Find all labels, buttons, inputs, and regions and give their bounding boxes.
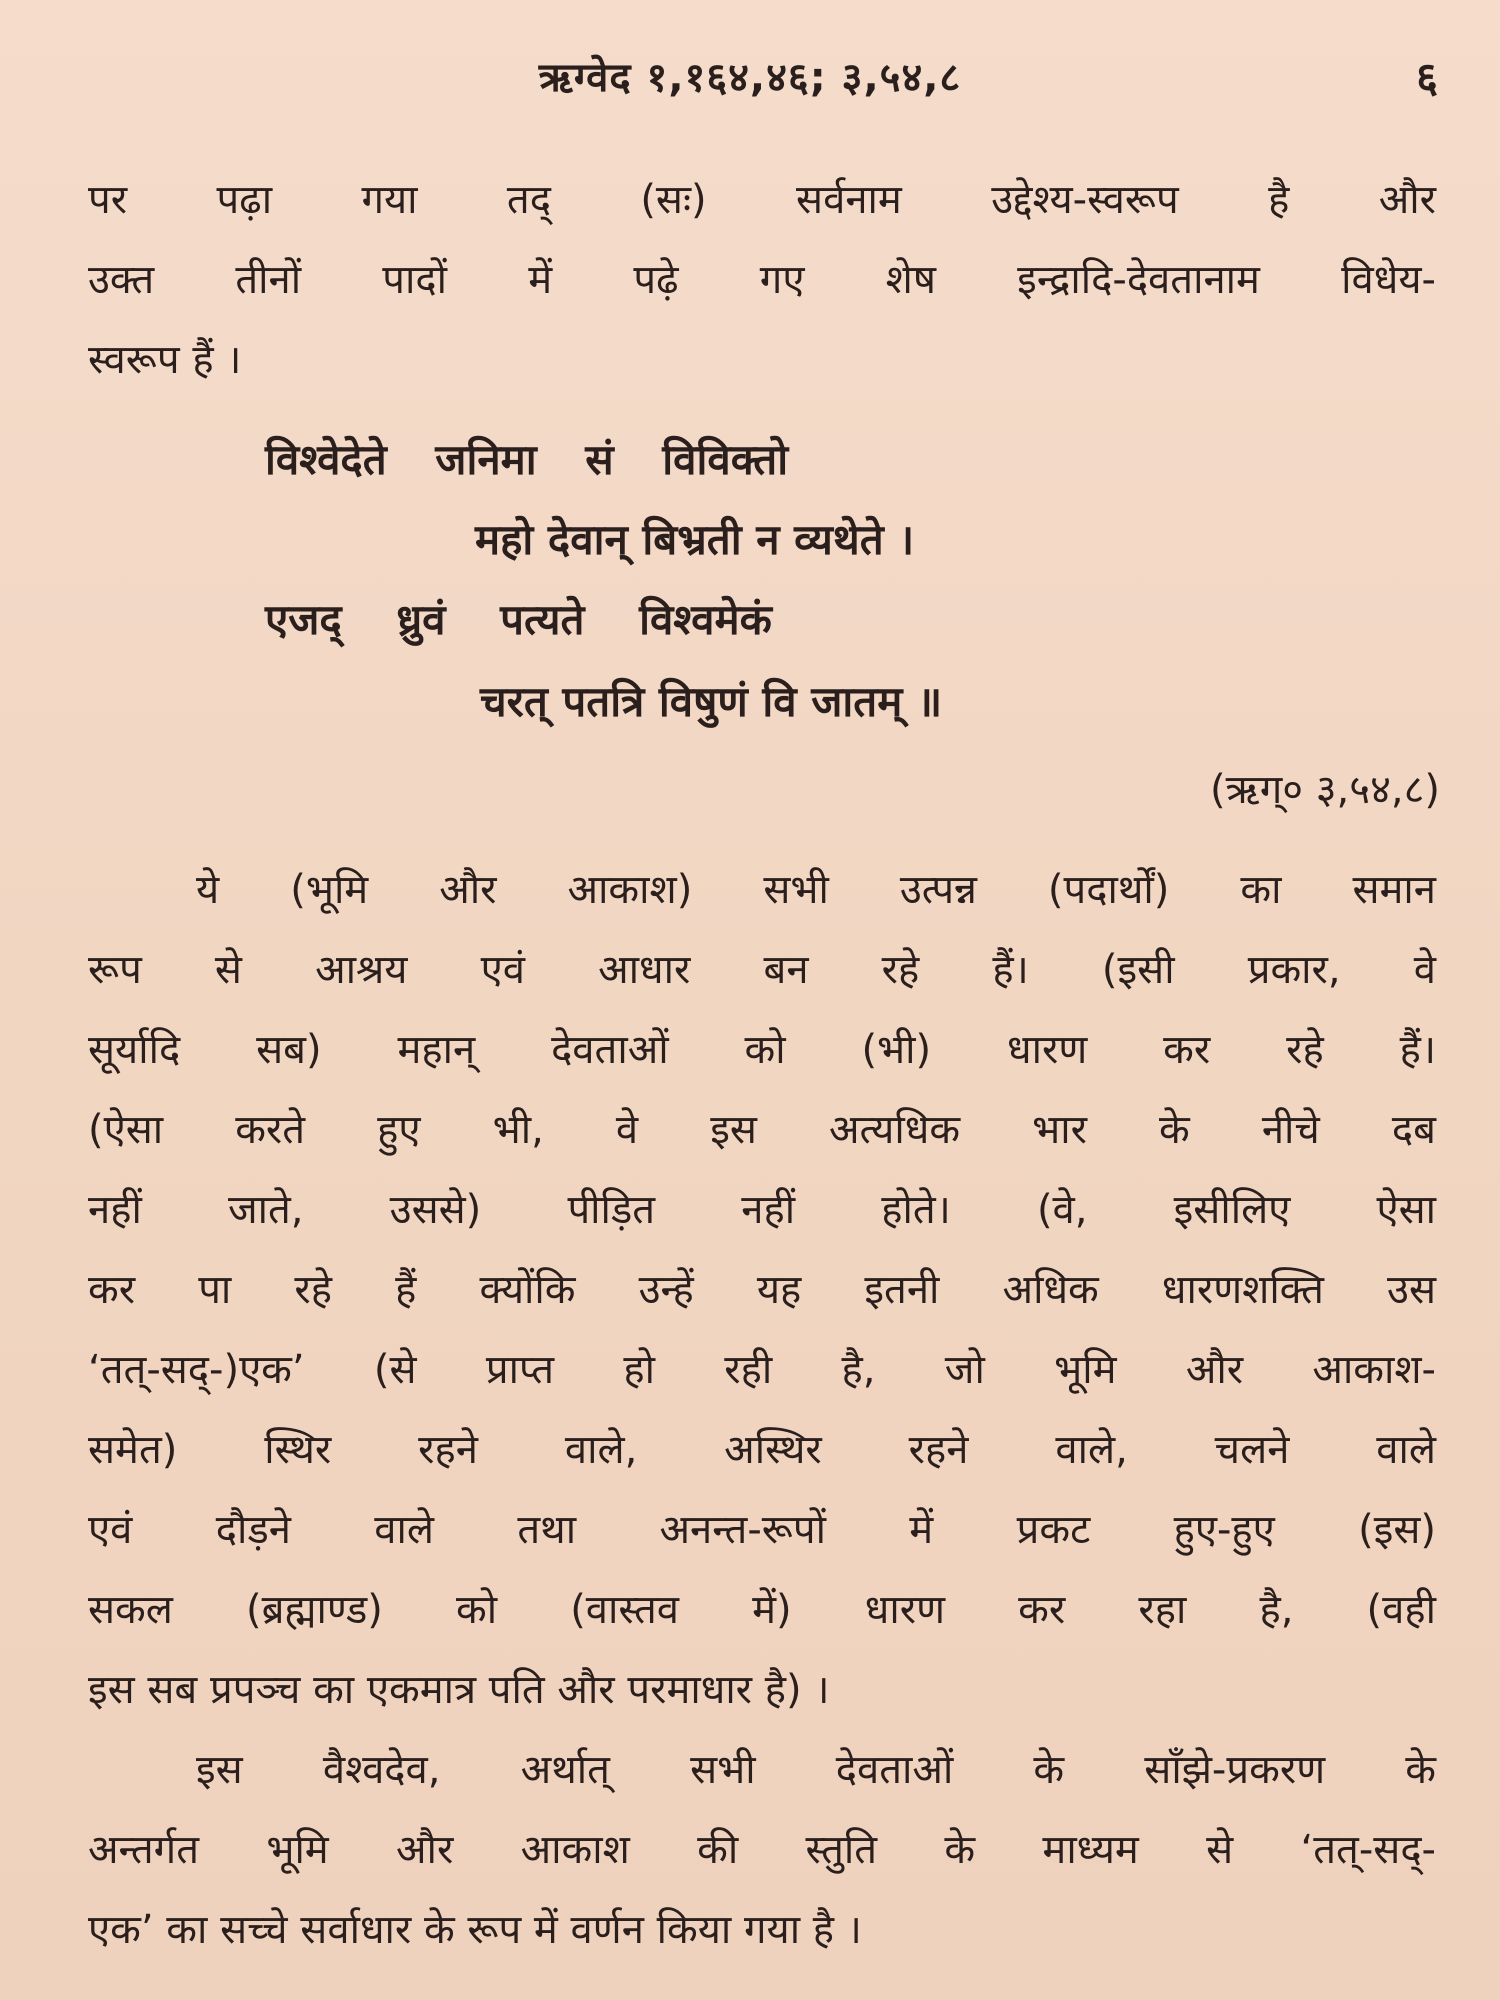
- paragraph-line: सूर्यादि सब) महान् देवताओं को (भी) धारण कर रहे हैं।: [88, 1027, 1436, 1073]
- intro-line: उक्त तीनों पादों में पढ़े गए शेष इन्द्रादि-देवतानाम विधेय-: [88, 257, 1436, 303]
- paragraph-line: समेत) स्थिर रहने वाले, अस्थिर रहने वाले, चलने वाले: [88, 1427, 1436, 1473]
- verse-line: एजद् ध्रुवं पत्यते विश्वमेकं: [265, 595, 772, 644]
- page-number: ६: [1416, 53, 1438, 102]
- paragraph-line: (ऐसा करते हुए भी, वे इस अत्यधिक भार के नीचे दब: [88, 1107, 1436, 1153]
- paragraph-line: अन्तर्गत भूमि और आकाश की स्तुति के माध्यम से ‘तत्-सद्-: [88, 1827, 1436, 1873]
- running-head: ऋग्वेद १,१६४,४६; ३,५४,८: [538, 55, 962, 101]
- paragraph-line: रूप से आश्रय एवं आधार बन रहे हैं। (इसी प्रकार, वे: [88, 947, 1436, 993]
- paragraph-line: ‘तत्-सद्-)एक’ (से प्राप्त हो रही है, जो भूमि और आकाश-: [88, 1347, 1436, 1393]
- paragraph-line: कर पा रहे हैं क्योंकि उन्हें यह इतनी अधिक धारणशक्ति उस: [88, 1267, 1436, 1313]
- paragraph-line: एवं दौड़ने वाले तथा अनन्त-रूपों में प्रकट हुए-हुए (इस): [88, 1507, 1436, 1553]
- verse-line: चरत् पतत्रि विषुणं वि जातम् ॥: [480, 677, 943, 726]
- paragraph-translation: [88, 850, 1436, 1730]
- verse-citation: (ऋग्० ३,५४,८): [1210, 767, 1440, 813]
- paragraph-line: नहीं जाते, उससे) पीड़ित नहीं होते। (वे, इसीलिए ऐसा: [88, 1187, 1436, 1233]
- paragraph-line: इस वैश्वदेव, अर्थात् सभी देवताओं के साँझे-प्रकरण के: [196, 1747, 1436, 1793]
- intro-line: स्वरूप हैं ।: [88, 337, 242, 383]
- paragraph-line: सकल (ब्रह्माण्ड) को (वास्तव में) धारण कर रहा है, (वही: [88, 1587, 1436, 1633]
- verse-line: विश्वेदेते जनिमा सं विविक्तो: [265, 435, 789, 484]
- verse-line: महो देवान् बिभ्रती न व्यथेते ।: [475, 515, 915, 564]
- intro-paragraph: [88, 160, 1436, 400]
- page-header: [0, 48, 1500, 118]
- paragraph-line: एक’ का सच्चे सर्वाधार के रूप में वर्णन किया गया है ।: [88, 1907, 862, 1953]
- paragraph-summary: [88, 1730, 1436, 1970]
- intro-line: पर पढ़ा गया तद् (सः) सर्वनाम उद्देश्य-स्वरूप है और: [88, 177, 1436, 223]
- paragraph-line: ये (भूमि और आकाश) सभी उत्पन्न (पदार्थों) का समान: [196, 867, 1436, 913]
- paragraph-line: इस सब प्रपञ्च का एकमात्र पति और परमाधार है) ।: [88, 1667, 830, 1713]
